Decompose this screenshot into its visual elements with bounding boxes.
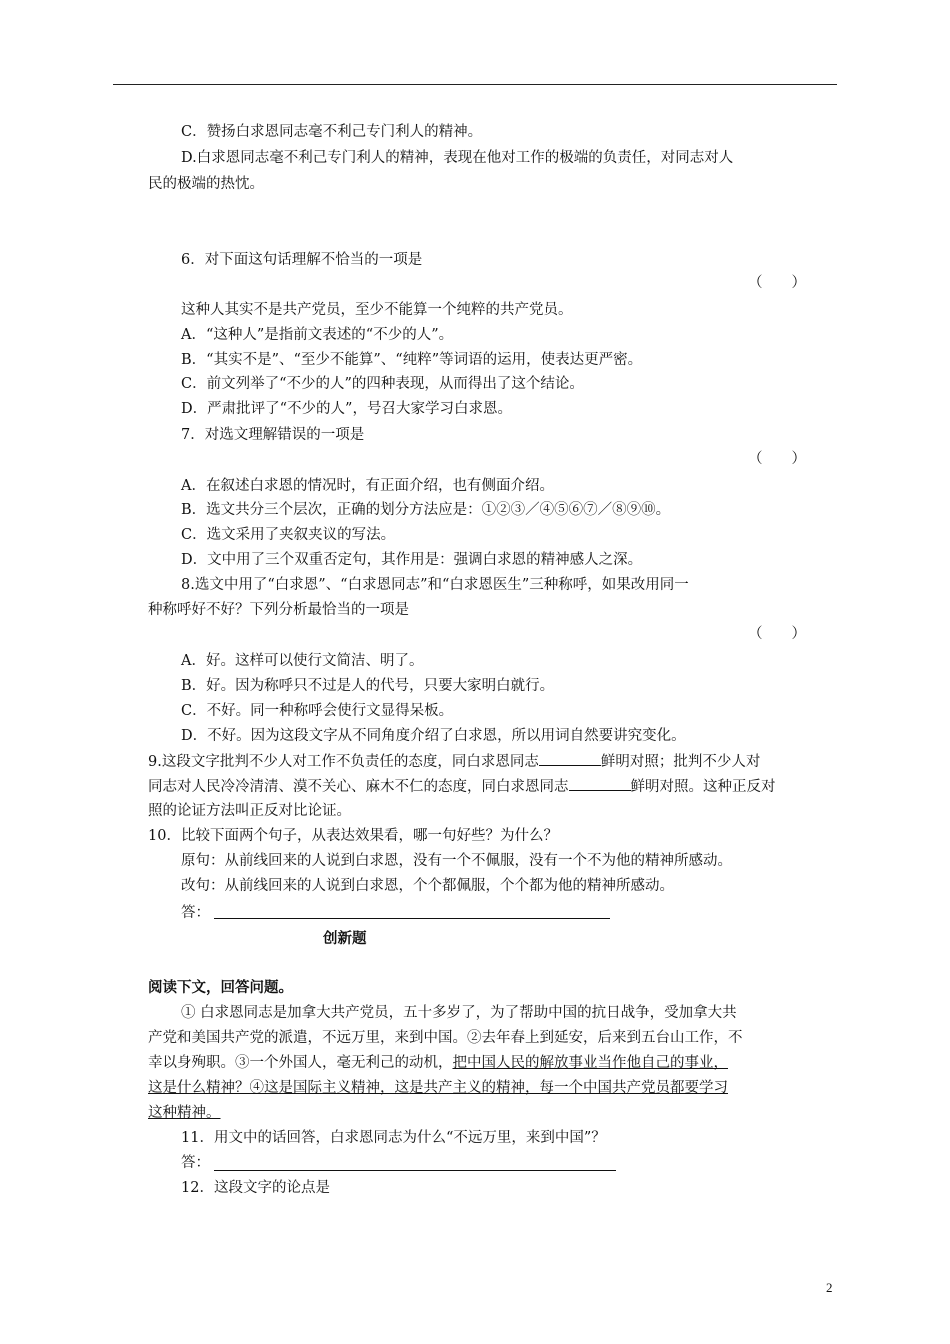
- q9-blank-2[interactable]: [569, 776, 631, 791]
- q10-stem: 10．比较下面两个句子，从表达效果看，哪一句好些？为什么？: [148, 828, 558, 844]
- q9-line1-text-b: 鲜明对照；批判不少人对: [600, 754, 761, 770]
- q8-option-a: A．好。这样可以使行文简洁、明了。: [181, 653, 424, 669]
- section-title: 创新题: [323, 930, 367, 947]
- q6-option-d: D．严肃批评了“不少的人”，号召大家学习白求恩。: [181, 401, 512, 417]
- q7-answer-paren: （ ）: [748, 451, 806, 467]
- q7-option-b: B．选文共分三个层次，正确的划分方法应是：①②③／④⑤⑥⑦／⑧⑨⑩。: [181, 502, 671, 518]
- q7-option-c: C．选文采用了夹叙夹议的写法。: [181, 527, 396, 543]
- q12-stem: 12．这段文字的论点是: [181, 1180, 330, 1196]
- q6-stem: 6．对下面这句话理解不恰当的一项是: [181, 252, 423, 268]
- q11-answer-label: 答：: [181, 1155, 210, 1171]
- q8-answer-paren: （ ）: [748, 626, 806, 642]
- q8-option-b: B．好。因为称呼只不过是人的代号，只要大家明白就行。: [181, 678, 555, 694]
- page-number: 2: [826, 1280, 833, 1295]
- q8-stem-line1: 8.选文中用了“白求恩”、“白求恩同志”和“白求恩医生”三种称呼，如果改用同一: [181, 577, 689, 593]
- q9-line2-text-b: 鲜明对照。这种正反对: [630, 779, 776, 795]
- q7-option-a: A．在叙述白求恩的情况时，有正面介绍，也有侧面介绍。: [181, 478, 554, 494]
- q11-stem: 11．用文中的话回答，白求恩同志为什么“不远万里，来到中国”？: [181, 1130, 606, 1146]
- q9-line2-text-a: 同志对人民冷冷清清、漠不关心、麻木不仁的态度，同白求恩同志: [148, 779, 569, 795]
- passage-line4-underlined: 这是什么精神？④这是国际主义精神，这是共产主义的精神，每一个中国共产党员都要学习: [148, 1080, 728, 1096]
- q9-line1: [148, 751, 760, 772]
- q10-original-sentence: 原句：从前线回来的人说到白求恩，没有一个不佩服，没有一个不为他的精神所感动。: [181, 853, 732, 869]
- passage-line2: 产党和美国共产党的派遣，不远万里，来到中国。②去年春上到延安，后来到五台山工作，不: [148, 1030, 743, 1046]
- q10-revised-sentence: 改句：从前线回来的人说到白求恩，个个都佩服，个个都为他的精神所感动。: [181, 878, 674, 894]
- q7-stem: 7．对选文理解错误的一项是: [181, 427, 365, 443]
- q5-option-c: C．赞扬白求恩同志毫不利己专门利人的精神。: [181, 124, 483, 140]
- reading-instruction: 阅读下文，回答问题。: [148, 979, 293, 996]
- header-rule: [113, 84, 837, 85]
- q10-answer-label: 答：: [181, 905, 210, 921]
- q6-option-a: A．“这种人”是指前文表述的“不少的人”。: [181, 327, 454, 343]
- q8-option-c: C．不好。同一种称呼会使行文显得呆板。: [181, 703, 454, 719]
- q6-quote: 这种人其实不是共产党员，至少不能算一个纯粹的共产党员。: [181, 302, 573, 318]
- q10-answer-line[interactable]: [214, 918, 610, 919]
- passage-line3-text: 幸以身殉职。③一个外国人，毫无利己的动机，: [148, 1055, 453, 1071]
- q8-stem-line2: 种称呼好不好？下列分析最恰当的一项是: [148, 602, 409, 618]
- passage-line1: ① 白求恩同志是加拿大共产党员，五十多岁了，为了帮助中国的抗日战争，受加拿大共: [181, 1005, 737, 1021]
- q6-answer-paren: （ ）: [748, 275, 806, 291]
- passage-line5-underlined: 这种精神。: [148, 1105, 221, 1121]
- q9-line2: [148, 776, 776, 797]
- q6-option-c: C．前文列举了“不少的人”的四种表现，从而得出了这个结论。: [181, 376, 584, 392]
- q8-option-d: D．不好。因为这段文字从不同角度介绍了白求恩，所以用词自然要讲究变化。: [181, 728, 686, 744]
- q11-answer-line[interactable]: [214, 1170, 616, 1171]
- q5-option-d-line2: 民的极端的热忱。: [148, 176, 264, 192]
- q9-line1-text-a: 9.这段文字批判不少人对工作不负责任的态度，同白求恩同志: [148, 754, 539, 770]
- q6-option-b: B．“其实不是”、“至少不能算”、“纯粹”等词语的运用，使表达更严密。: [181, 352, 643, 368]
- passage-line3-underlined: 把中国人民的解放事业当作他自己的事业，: [452, 1055, 728, 1071]
- q7-option-d: D．文中用了三个双重否定句，其作用是：强调白求恩的精神感人之深。: [181, 552, 643, 568]
- q9-blank-1[interactable]: [539, 751, 601, 766]
- passage-line3: [148, 1053, 728, 1073]
- q5-option-d-line1: D.白求恩同志毫不利己专门利人的精神，表现在他对工作的极端的负责任，对同志对人: [181, 150, 734, 166]
- q9-line3: 照的论证方法叫正反对比论证。: [148, 803, 351, 819]
